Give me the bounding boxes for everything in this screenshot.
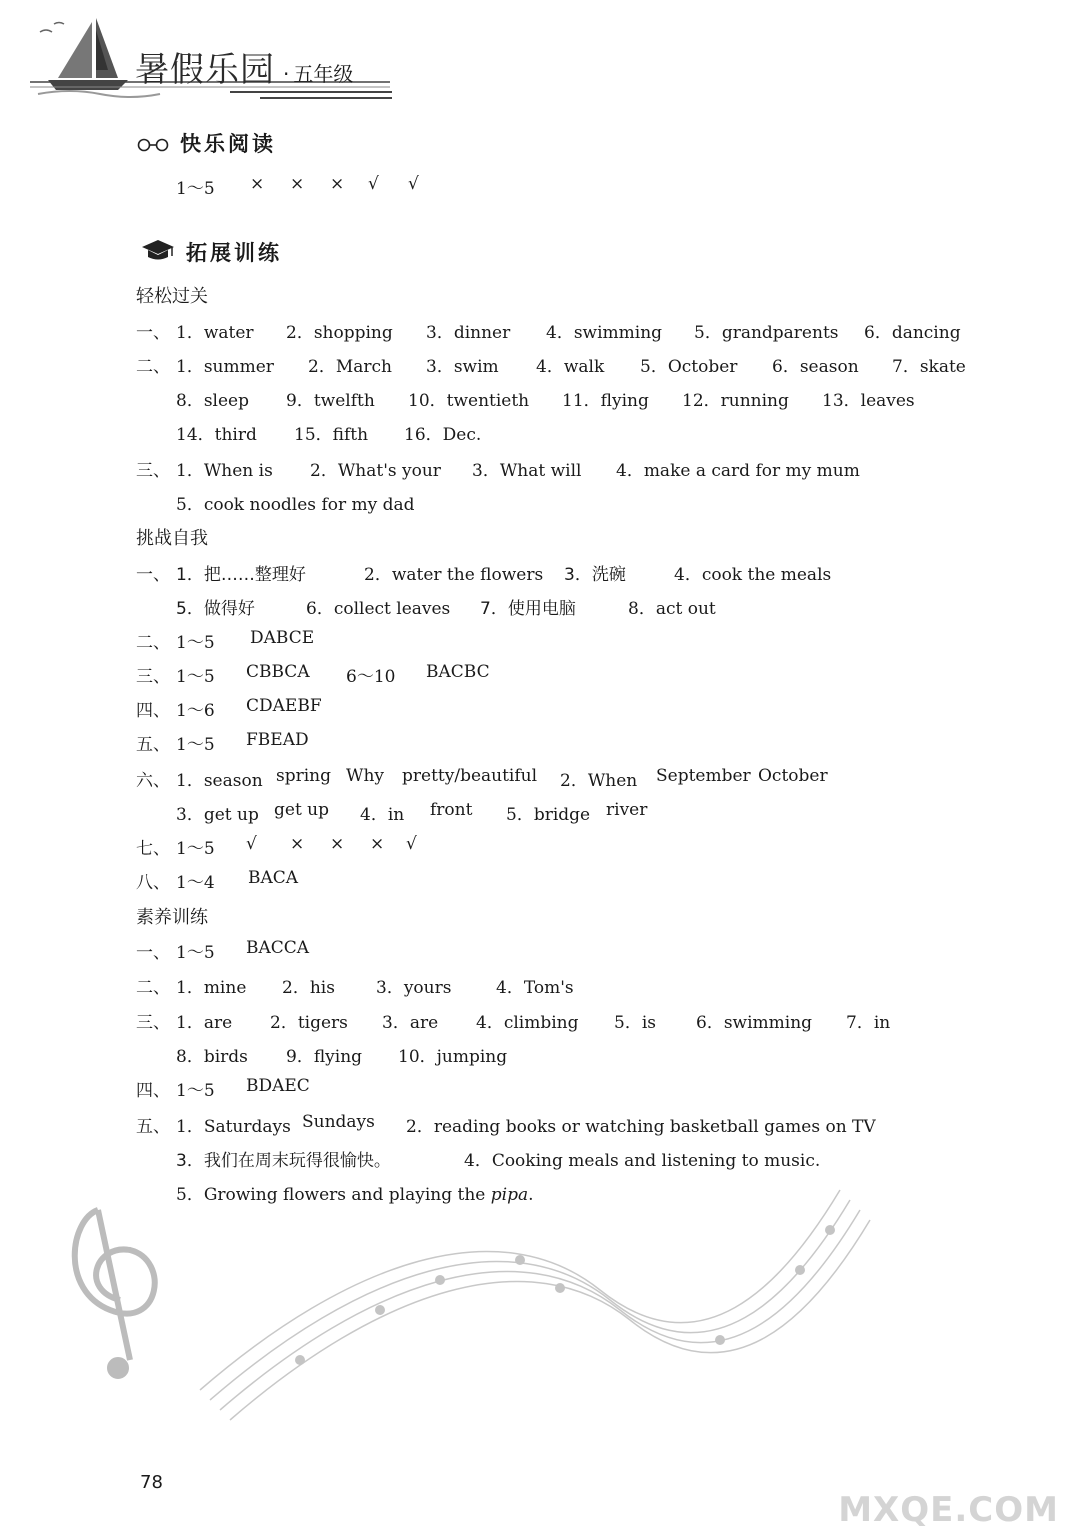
subsection-challenge: 挑战自我 bbox=[136, 528, 208, 549]
watermark: MXQE.COM bbox=[838, 1490, 1059, 1530]
title-main: 暑假乐园 bbox=[135, 50, 275, 90]
section-extension-title: 拓展训练 bbox=[186, 241, 282, 265]
grade-label: 五年级 bbox=[293, 62, 354, 86]
subsection-literacy: 素养训练 bbox=[136, 907, 208, 928]
treble-clef-icon bbox=[75, 1210, 155, 1376]
staff-lines bbox=[200, 1190, 870, 1420]
section-reading-title: 快乐阅读 bbox=[180, 132, 276, 156]
book-title: 暑假乐园 · 五年级 bbox=[135, 50, 354, 90]
graduation-cap-icon bbox=[140, 238, 176, 262]
subsection-easy: 轻松过关 bbox=[136, 286, 208, 307]
page-number: 78 bbox=[140, 1472, 163, 1493]
glasses-icon bbox=[136, 136, 170, 152]
